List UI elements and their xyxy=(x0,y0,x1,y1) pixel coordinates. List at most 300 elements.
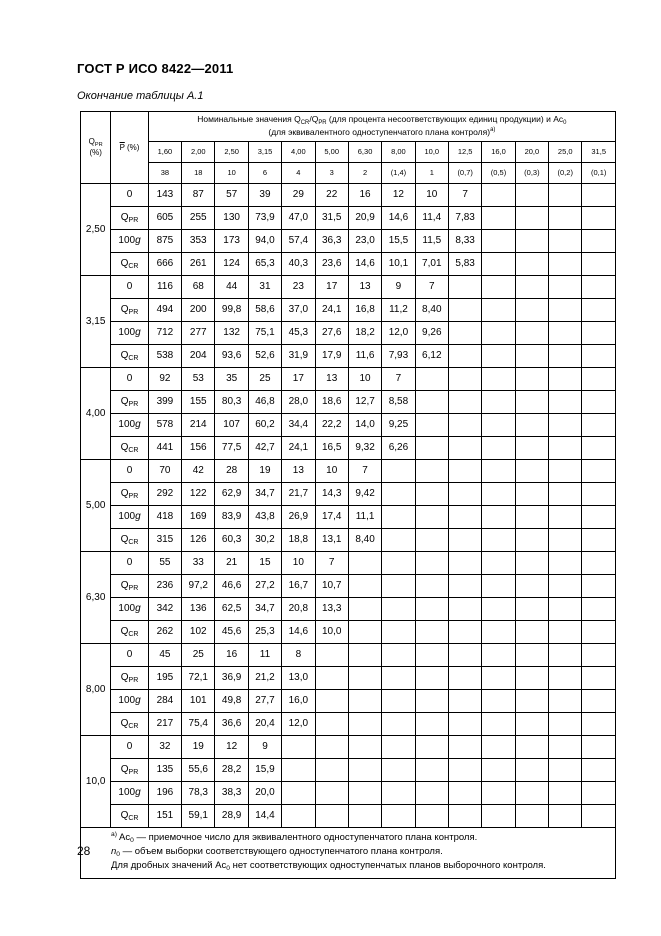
table-cell: 15,5 xyxy=(382,230,415,253)
table-cell: 6,26 xyxy=(382,437,415,460)
table-cell xyxy=(549,667,582,690)
table-cell xyxy=(549,391,582,414)
table-cell: 34,4 xyxy=(282,414,315,437)
table-cell: 7 xyxy=(415,276,448,299)
table-cell xyxy=(549,736,582,759)
table-cell xyxy=(515,368,548,391)
table-cell xyxy=(582,575,616,598)
table-cell xyxy=(348,552,381,575)
table-cell: 9,25 xyxy=(382,414,415,437)
document-title: ГОСТ Р ИСО 8422—2011 xyxy=(77,61,234,76)
table-cell: 47,0 xyxy=(282,207,315,230)
table-cell xyxy=(549,299,582,322)
table-cell: 25 xyxy=(248,368,281,391)
table-cell: 24,1 xyxy=(315,299,348,322)
table-row xyxy=(81,782,616,805)
table-cell xyxy=(415,759,448,782)
table-cell: 12,7 xyxy=(348,391,381,414)
table-cell xyxy=(382,483,415,506)
table-cell: 19 xyxy=(248,460,281,483)
table-cell xyxy=(448,598,481,621)
table-row xyxy=(81,368,616,391)
table-cell: 28,9 xyxy=(215,805,248,828)
table-cell xyxy=(549,782,582,805)
table-cell xyxy=(448,391,481,414)
table-cell xyxy=(582,713,616,736)
table-cell: 28,0 xyxy=(282,391,315,414)
table-cell xyxy=(482,552,515,575)
table-cell xyxy=(582,230,616,253)
row-label-qcr: $Q_{CR}$ xyxy=(111,713,148,736)
table-cell xyxy=(582,345,616,368)
table-cell: 34,7 xyxy=(248,598,281,621)
table-cell xyxy=(515,460,548,483)
table-cell xyxy=(448,575,481,598)
table-cell: 494 xyxy=(148,299,181,322)
table-cell: 57 xyxy=(215,184,248,207)
table-cell: 5,83 xyxy=(448,253,481,276)
table-row xyxy=(81,230,616,253)
table-cell xyxy=(315,713,348,736)
table-cell: 8 xyxy=(282,644,315,667)
table-cell: 11,2 xyxy=(382,299,415,322)
table-cell xyxy=(515,575,548,598)
table-cell xyxy=(549,460,582,483)
table-cell: 72,1 xyxy=(182,667,215,690)
table-cell xyxy=(415,437,448,460)
table-cell xyxy=(348,759,381,782)
table-cell: 65,3 xyxy=(248,253,281,276)
table-cell xyxy=(315,690,348,713)
table-cell: 214 xyxy=(182,414,215,437)
table-cell: 78,3 xyxy=(182,782,215,805)
nominal-values-header: Номинальные значения $Q_{CR}/Q_{PR}$ (для процента несоответствующих единиц продукции) и $Ac_0$ (для эквивалентного одноступенчатого плана контроля)$^{a)}$ xyxy=(148,112,615,142)
table-cell: 31,9 xyxy=(282,345,315,368)
table-cell xyxy=(282,805,315,828)
table-cell xyxy=(348,736,381,759)
table-cell xyxy=(315,667,348,690)
ac-header-cell: 1 xyxy=(415,163,448,184)
table-cell: 11 xyxy=(248,644,281,667)
ratio-header-cell: 1,60 xyxy=(148,142,181,163)
table-cell xyxy=(515,483,548,506)
table-cell xyxy=(482,460,515,483)
row-label-qcr: $Q_{CR}$ xyxy=(111,621,148,644)
table-cell xyxy=(515,759,548,782)
table-cell xyxy=(382,805,415,828)
table-cell xyxy=(582,644,616,667)
table-cell xyxy=(515,552,548,575)
table-cell xyxy=(415,667,448,690)
ac-header-cell: (0,2) xyxy=(549,163,582,184)
table-cell: 52,6 xyxy=(248,345,281,368)
table-cell: 17 xyxy=(315,276,348,299)
table-cell xyxy=(382,460,415,483)
table-cell: 13 xyxy=(315,368,348,391)
table-cell: 20,9 xyxy=(348,207,381,230)
ratio-header-cell: 25,0 xyxy=(549,142,582,163)
table-cell xyxy=(582,598,616,621)
table-cell xyxy=(382,598,415,621)
table-cell: 10 xyxy=(415,184,448,207)
table-cell xyxy=(482,713,515,736)
table-cell xyxy=(582,322,616,345)
table-cell xyxy=(315,782,348,805)
table-cell: 7,83 xyxy=(448,207,481,230)
table-row xyxy=(81,322,616,345)
table-cell: 10 xyxy=(348,368,381,391)
table-cell xyxy=(515,299,548,322)
table-row xyxy=(81,736,616,759)
table-cell: 31 xyxy=(248,276,281,299)
table-cell xyxy=(582,437,616,460)
table-cell xyxy=(515,598,548,621)
table-cell: 9,42 xyxy=(348,483,381,506)
table-cell: 10,1 xyxy=(382,253,415,276)
table-cell xyxy=(415,460,448,483)
table-cell: 9,32 xyxy=(348,437,381,460)
table-cell xyxy=(582,690,616,713)
table-cell xyxy=(549,253,582,276)
table-cell: 11,6 xyxy=(348,345,381,368)
ac-header-cell: 3 xyxy=(315,163,348,184)
table-cell xyxy=(315,759,348,782)
table-cell xyxy=(549,805,582,828)
table-cell xyxy=(415,575,448,598)
table-row xyxy=(81,598,616,621)
table-cell: 13,3 xyxy=(315,598,348,621)
ratio-header-cell: 2,50 xyxy=(215,142,248,163)
table-cell xyxy=(582,506,616,529)
table-cell: 62,5 xyxy=(215,598,248,621)
table-cell: 196 xyxy=(148,782,181,805)
table-cell: 7 xyxy=(382,368,415,391)
table-cell xyxy=(515,322,548,345)
table-cell xyxy=(482,414,515,437)
table-cell xyxy=(382,644,415,667)
table-cell xyxy=(549,184,582,207)
table-cell: 36,9 xyxy=(215,667,248,690)
table-cell: 42 xyxy=(182,460,215,483)
table-cell: 10 xyxy=(282,552,315,575)
table-cell xyxy=(582,529,616,552)
table-cell xyxy=(348,782,381,805)
table-cell xyxy=(549,414,582,437)
table-cell xyxy=(348,713,381,736)
table-cell: 9,26 xyxy=(415,322,448,345)
ratio-header-cell: 10,0 xyxy=(415,142,448,163)
row-label-100g: 100g xyxy=(111,506,148,529)
table-cell: 27,7 xyxy=(248,690,281,713)
table-cell xyxy=(515,667,548,690)
table-cell xyxy=(482,805,515,828)
table-cell: 135 xyxy=(148,759,181,782)
table-cell: 22 xyxy=(315,184,348,207)
table-cell: 42,7 xyxy=(248,437,281,460)
table-cell: 44 xyxy=(215,276,248,299)
table-cell xyxy=(448,736,481,759)
table-cell: 538 xyxy=(148,345,181,368)
row-label-100g: 100g xyxy=(111,322,148,345)
table-cell xyxy=(549,529,582,552)
table-cell xyxy=(549,552,582,575)
table-cell: 7 xyxy=(448,184,481,207)
table-cell xyxy=(549,207,582,230)
row-label-qpr: $Q_{PR}$ xyxy=(111,299,148,322)
table-cell xyxy=(282,736,315,759)
table-cell xyxy=(515,414,548,437)
table-cell xyxy=(515,230,548,253)
table-cell: 292 xyxy=(148,483,181,506)
qpr-group-label: 6,30 xyxy=(81,552,111,644)
table-row xyxy=(81,667,616,690)
table-cell: 20,0 xyxy=(248,782,281,805)
ratio-header-cell: 6,30 xyxy=(348,142,381,163)
table-cell xyxy=(549,690,582,713)
table-cell: 107 xyxy=(215,414,248,437)
table-cell: 59,1 xyxy=(182,805,215,828)
table-cell xyxy=(415,598,448,621)
table-cell xyxy=(549,759,582,782)
table-cell: 18,2 xyxy=(348,322,381,345)
table-cell: 94,0 xyxy=(248,230,281,253)
table-cell: 101 xyxy=(182,690,215,713)
table-row xyxy=(81,759,616,782)
table-cell: 13 xyxy=(348,276,381,299)
table-cell xyxy=(448,644,481,667)
table-cell: 126 xyxy=(182,529,215,552)
table-cell xyxy=(582,782,616,805)
table-cell: 12,0 xyxy=(282,713,315,736)
table-cell: 236 xyxy=(148,575,181,598)
table-cell: 60,3 xyxy=(215,529,248,552)
table-cell xyxy=(482,529,515,552)
row-label-qcr: $Q_{CR}$ xyxy=(111,529,148,552)
table-cell: 75,1 xyxy=(248,322,281,345)
table-cell: 169 xyxy=(182,506,215,529)
table-cell: 21 xyxy=(215,552,248,575)
table-cell xyxy=(382,506,415,529)
row-label-qpr: $Q_{PR}$ xyxy=(111,207,148,230)
table-cell xyxy=(482,207,515,230)
row-label-qpr: $Q_{PR}$ xyxy=(111,667,148,690)
table-cell: 122 xyxy=(182,483,215,506)
table-cell: 12,0 xyxy=(382,322,415,345)
table-cell xyxy=(482,437,515,460)
table-cell: 46,8 xyxy=(248,391,281,414)
table-cell: 7 xyxy=(315,552,348,575)
table-cell: 712 xyxy=(148,322,181,345)
table-cell xyxy=(382,667,415,690)
table-cell: 87 xyxy=(182,184,215,207)
table-cell: 21,7 xyxy=(282,483,315,506)
table-row xyxy=(81,253,616,276)
table-cell: 605 xyxy=(148,207,181,230)
table-cell xyxy=(482,184,515,207)
table-cell: 45 xyxy=(148,644,181,667)
table-cell xyxy=(515,621,548,644)
table-row xyxy=(81,644,616,667)
row-label-qpr: $Q_{PR}$ xyxy=(111,759,148,782)
table-cell: 10,7 xyxy=(315,575,348,598)
table-cell xyxy=(549,345,582,368)
row-label-zero: 0 xyxy=(111,552,148,575)
table-cell: 277 xyxy=(182,322,215,345)
table-cell xyxy=(515,437,548,460)
table-cell: 37,0 xyxy=(282,299,315,322)
table-cell: 49,8 xyxy=(215,690,248,713)
table-cell: 24,1 xyxy=(282,437,315,460)
table-cell: 11,5 xyxy=(415,230,448,253)
table-cell: 262 xyxy=(148,621,181,644)
table-cell xyxy=(515,276,548,299)
table-cell xyxy=(582,276,616,299)
table-cell: 8,40 xyxy=(348,529,381,552)
table-cell xyxy=(448,529,481,552)
qpr-group-label: 4,00 xyxy=(81,368,111,460)
table-cell: 11,4 xyxy=(415,207,448,230)
table-cell: 578 xyxy=(148,414,181,437)
table-cell xyxy=(448,805,481,828)
table-cell xyxy=(582,552,616,575)
table-cell: 10 xyxy=(315,460,348,483)
table-row xyxy=(81,207,616,230)
table-cell: 14,6 xyxy=(282,621,315,644)
ratio-header-cell: 5,00 xyxy=(315,142,348,163)
table-cell: 19 xyxy=(182,736,215,759)
qpr-group-label: 2,50 xyxy=(81,184,111,276)
table-cell xyxy=(482,621,515,644)
table-cell xyxy=(348,690,381,713)
table-cell xyxy=(448,276,481,299)
table-cell xyxy=(415,506,448,529)
table-cell xyxy=(382,621,415,644)
table-cell: 97,2 xyxy=(182,575,215,598)
table-cell xyxy=(515,184,548,207)
table-cell xyxy=(515,253,548,276)
table-cell: 399 xyxy=(148,391,181,414)
row-label-100g: 100g xyxy=(111,690,148,713)
page-number: 28 xyxy=(77,844,91,858)
qpr-group-label: 10,0 xyxy=(81,736,111,828)
table-cell: 173 xyxy=(215,230,248,253)
table-cell: 16,7 xyxy=(282,575,315,598)
table-cell: 14,0 xyxy=(348,414,381,437)
table-cell xyxy=(482,782,515,805)
ac-header-cell: 38 xyxy=(148,163,181,184)
table-cell: 27,6 xyxy=(315,322,348,345)
row-label-zero: 0 xyxy=(111,460,148,483)
table-cell xyxy=(448,713,481,736)
qpr-group-label: 3,15 xyxy=(81,276,111,368)
table-cell: 8,40 xyxy=(415,299,448,322)
table-row xyxy=(81,276,616,299)
table-cell xyxy=(482,391,515,414)
table-cell xyxy=(582,184,616,207)
ac-header-cell: 10 xyxy=(215,163,248,184)
table-row xyxy=(81,552,616,575)
table-row xyxy=(81,345,616,368)
table-cell: 16 xyxy=(215,644,248,667)
table-cell xyxy=(348,667,381,690)
table-cell: 28 xyxy=(215,460,248,483)
table-cell xyxy=(582,368,616,391)
table-cell xyxy=(549,644,582,667)
table-cell: 26,9 xyxy=(282,506,315,529)
ac-header-cell: (0,5) xyxy=(482,163,515,184)
table-cell: 93,6 xyxy=(215,345,248,368)
table-cell xyxy=(549,276,582,299)
table-cell: 16,0 xyxy=(282,690,315,713)
table-cell xyxy=(515,345,548,368)
table-cell: 261 xyxy=(182,253,215,276)
table-cell: 14,6 xyxy=(348,253,381,276)
row-label-qcr: $Q_{CR}$ xyxy=(111,253,148,276)
table-cell xyxy=(549,483,582,506)
table-cell xyxy=(448,667,481,690)
table-cell xyxy=(415,483,448,506)
table-cell: 70 xyxy=(148,460,181,483)
table-cell: 57,4 xyxy=(282,230,315,253)
table-cell xyxy=(348,644,381,667)
table-row xyxy=(81,391,616,414)
table-cell xyxy=(582,621,616,644)
table-cell: 217 xyxy=(148,713,181,736)
table-cell xyxy=(482,598,515,621)
table-cell: 34,7 xyxy=(248,483,281,506)
table-cell: 38,3 xyxy=(215,782,248,805)
qpr-group-label: 5,00 xyxy=(81,460,111,552)
table-row xyxy=(81,713,616,736)
table-cell xyxy=(448,299,481,322)
table-cell xyxy=(482,368,515,391)
table-cell xyxy=(348,575,381,598)
table-cell: 55 xyxy=(148,552,181,575)
table-row xyxy=(81,460,616,483)
ratio-header-cell: 12,5 xyxy=(448,142,481,163)
table-cell: 12 xyxy=(382,184,415,207)
table-cell xyxy=(415,736,448,759)
table-row xyxy=(81,805,616,828)
table-cell: 99,8 xyxy=(215,299,248,322)
table-cell xyxy=(448,621,481,644)
row-label-zero: 0 xyxy=(111,644,148,667)
row-label-qpr: $Q_{PR}$ xyxy=(111,483,148,506)
table-cell: 36,3 xyxy=(315,230,348,253)
ratio-header-cell: 31,5 xyxy=(582,142,616,163)
table-cell: 10,0 xyxy=(315,621,348,644)
table-cell: 17 xyxy=(282,368,315,391)
table-cell xyxy=(515,713,548,736)
ratio-header-cell: 8,00 xyxy=(382,142,415,163)
table-cell xyxy=(482,299,515,322)
table-cell: 30,2 xyxy=(248,529,281,552)
table-cell: 315 xyxy=(148,529,181,552)
table-cell xyxy=(549,506,582,529)
table-cell xyxy=(515,391,548,414)
table-row xyxy=(81,299,616,322)
table-cell: 130 xyxy=(215,207,248,230)
table-cell xyxy=(515,644,548,667)
table-cell xyxy=(582,460,616,483)
ratio-header-cell: 20,0 xyxy=(515,142,548,163)
ac-header-cell: 18 xyxy=(182,163,215,184)
p-column-header: $\overline{P}$ (%) xyxy=(111,112,148,184)
table-cell xyxy=(515,736,548,759)
table-cell xyxy=(515,782,548,805)
table-row xyxy=(81,529,616,552)
table-cell: 156 xyxy=(182,437,215,460)
